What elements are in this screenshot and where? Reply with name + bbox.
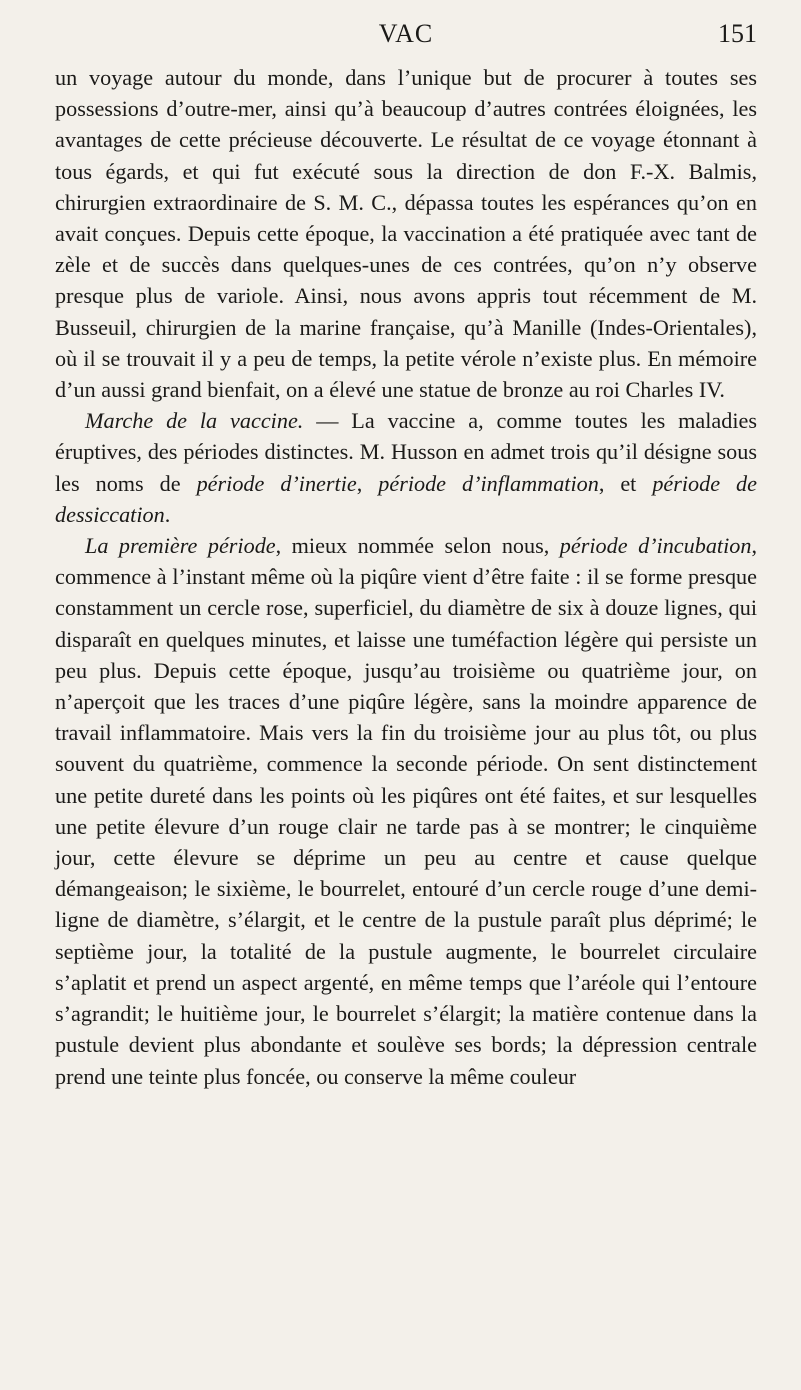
paragraph-premiere-periode: [55, 530, 757, 1092]
italic-term: période d’incubation: [559, 533, 752, 559]
page-number: 151: [718, 19, 757, 48]
text-segment: un voyage autour du monde, dans l’unique but de procurer à toutes ses possessions d’outre-mer, ainsi qu’à beaucoup d’autres contrées éloignées, les avantages de cette précieuse découverte. Le résultat de ce voyage étonnant à tous égards, et qui fut exécuté sous la direction de don F.-X. Balmis, chirurgien extraordinaire de S. M. C., dépassa toutes les espérances qu’on en avait conçues. Depuis cette époque, la vaccination a été pratiquée avec tant de zèle et de succès dans quelques-unes de ces contrées, qu’on n’y observe presque plus de variole. Ainsi, nous avons appris tout récemment de M. Busseuil, chirurgien de la marine française, qu’à Manille (Indes-Orientales), où il se trouvait il y a peu de temps, la petite vérole n’existe plus. En mémoire d’un aussi grand bienfait, on a élevé une statue de bronze au roi Charles IV.: [55, 65, 757, 403]
paragraph-voyage: [55, 62, 757, 405]
italic-term: période de dessiccation: [55, 470, 757, 527]
running-head: [55, 0, 757, 62]
italic-term: La première période: [85, 533, 276, 559]
text-segment: , et: [598, 470, 653, 496]
text-segment: ,: [356, 470, 379, 496]
body-text: [55, 62, 757, 1092]
text-segment: .: [164, 501, 171, 527]
paragraph-marche-de-la-vaccine: [55, 405, 757, 530]
text-segment: , mieux nommée selon nous,: [275, 533, 560, 559]
italic-term: période d’inflammation: [378, 470, 599, 496]
text-segment: — La vaccine a, comme toutes les maladies éruptives, des périodes distinctes. M. Husson en admet trois qu’il désigne sous les noms de: [55, 408, 757, 496]
text-segment: , commence à l’instant même où la piqûre vient d’être faite : il se forme presque constamment un cercle rose, superficiel, du diamètre de six à douze lignes, qui disparaît en quelques minutes, et laisse une tuméfaction légère qui persiste un peu plus. Depuis cette époque, jusqu’au troisième ou quatrième jour, on n’aperçoit que les traces d’une piqûre légère, sans la moindre apparence de travail inflammatoire. Mais vers la fin du troisième jour au plus tôt, ou plus souvent du quatrième, commence la seconde période. On sent distinctement une petite dureté dans les points où les piqûres ont été faites, et sur lesquelles une petite élevure d’un rouge clair ne tarde pas à se montrer; le cinquième jour, cette élevure se déprime un peu au centre et cause quelque démangeaison; le sixième, le bourrelet, entouré d’un cercle rouge d’une demi-ligne de diamètre, s’élargit, et le centre de la pustule paraît plus déprimé; le septième jour, la totalité de la pustule augmente, le bourrelet circulaire s’aplatit et prend un aspect argenté, en même temps que l’aréole qui l’entoure s’agrandit; le huitième jour, le bourrelet s’élargit; la matière contenue dans la pustule devient plus abondante et soulève ses bords; la dépression centrale prend une teinte plus foncée, ou conserve la même couleur: [55, 533, 757, 1089]
italic-term: période d’inertie: [196, 470, 357, 496]
section-heading: Marche de la vaccine.: [85, 408, 304, 434]
running-title: VAC: [378, 19, 434, 48]
